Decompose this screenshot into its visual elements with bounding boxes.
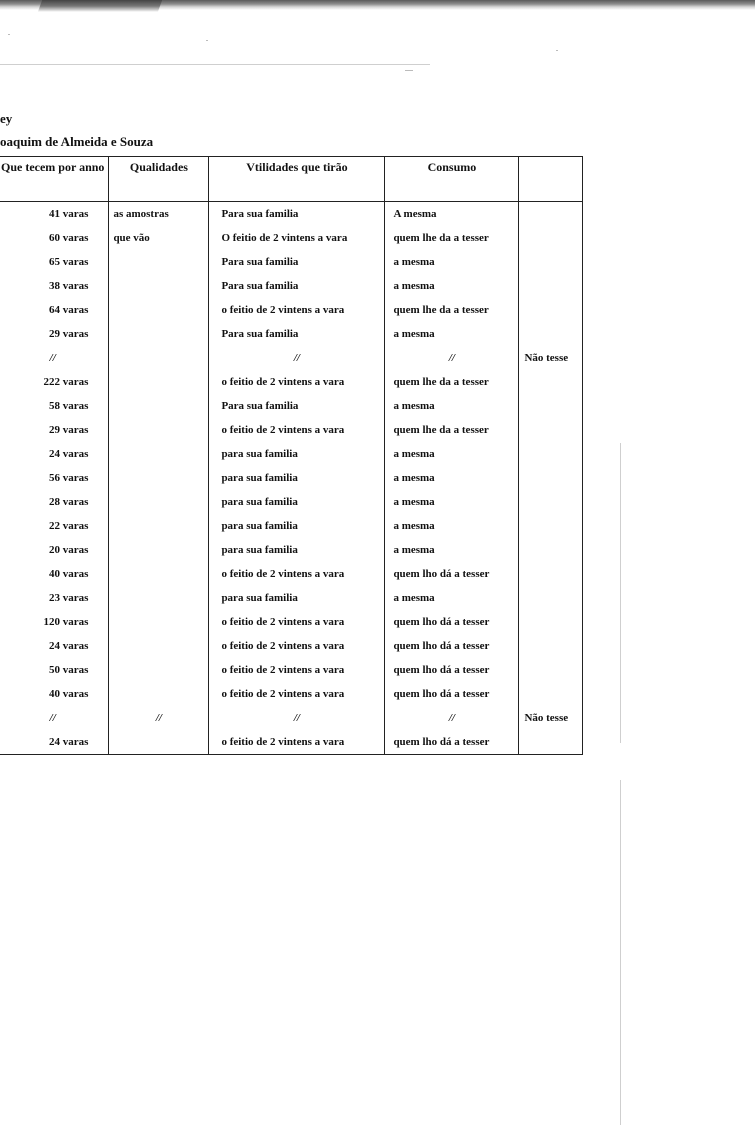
cell-utilities: para sua familia (209, 538, 385, 562)
cell-consumption: quem lho dá a tesser (385, 682, 519, 706)
table-row (0, 538, 583, 562)
cell-quantity: 60 varas (0, 226, 109, 250)
cell-utilities: // (209, 706, 385, 730)
cell-quantity: // (0, 346, 109, 370)
cell-utilities: o feitio de 2 vintens a vara (209, 634, 385, 658)
cell-quantity: 24 varas (0, 730, 109, 755)
cell-consumption: a mesma (385, 322, 519, 346)
cell-qualities (109, 490, 209, 514)
cell-qualities (109, 586, 209, 610)
cell-quantity: 50 varas (0, 658, 109, 682)
cell-notes (519, 514, 583, 538)
table-row (0, 658, 583, 682)
scan-speck (8, 34, 10, 35)
cell-notes (519, 586, 583, 610)
cell-quantity: 222 varas (0, 370, 109, 394)
cell-quantity: 41 varas (0, 202, 109, 227)
cell-notes (519, 418, 583, 442)
cell-qualities (109, 442, 209, 466)
cell-qualities (109, 274, 209, 298)
cell-consumption: quem lhe da a tesser (385, 226, 519, 250)
cell-quantity: 40 varas (0, 562, 109, 586)
cell-quantity: // (0, 706, 109, 730)
cell-utilities: o feitio de 2 vintens a vara (209, 370, 385, 394)
cell-consumption: // (385, 346, 519, 370)
cell-utilities: para sua familia (209, 466, 385, 490)
table-row (0, 466, 583, 490)
cell-qualities (109, 250, 209, 274)
cell-notes (519, 322, 583, 346)
cell-quantity: 24 varas (0, 442, 109, 466)
cell-notes (519, 466, 583, 490)
cell-utilities: o feitio de 2 vintens a vara (209, 418, 385, 442)
cell-consumption: quem lho dá a tesser (385, 610, 519, 634)
scan-speck (405, 70, 413, 71)
cell-consumption: quem lhe da a tesser (385, 370, 519, 394)
cell-qualities (109, 370, 209, 394)
cell-utilities: o feitio de 2 vintens a vara (209, 658, 385, 682)
header-consumption: Consumo (385, 157, 519, 202)
cell-quantity: 64 varas (0, 298, 109, 322)
cell-consumption: // (385, 706, 519, 730)
cell-notes (519, 658, 583, 682)
cell-utilities: Para sua familia (209, 274, 385, 298)
cell-consumption: a mesma (385, 394, 519, 418)
cell-consumption: A mesma (385, 202, 519, 227)
cell-utilities: Para sua familia (209, 322, 385, 346)
header-utilities: Vtilidades que tirão (209, 157, 385, 202)
table-row (0, 274, 583, 298)
table-row (0, 706, 583, 730)
table-row (0, 322, 583, 346)
cell-notes (519, 250, 583, 274)
table-row (0, 562, 583, 586)
table-row (0, 370, 583, 394)
cell-consumption: a mesma (385, 442, 519, 466)
cell-quantity: 20 varas (0, 538, 109, 562)
table-row (0, 202, 583, 227)
cell-utilities: o feitio de 2 vintens a vara (209, 610, 385, 634)
cell-qualities (109, 658, 209, 682)
table-row (0, 682, 583, 706)
table-row (0, 394, 583, 418)
cell-qualities (109, 466, 209, 490)
cell-notes (519, 226, 583, 250)
table-header-row (0, 157, 583, 202)
cell-qualities: que vão (109, 226, 209, 250)
table-row (0, 226, 583, 250)
cell-consumption: quem lho dá a tesser (385, 562, 519, 586)
cell-notes (519, 538, 583, 562)
cell-utilities: Para sua familia (209, 250, 385, 274)
cell-consumption: quem lho dá a tesser (385, 634, 519, 658)
cell-qualities (109, 394, 209, 418)
cell-quantity: 22 varas (0, 514, 109, 538)
table-row (0, 346, 583, 370)
table-row (0, 586, 583, 610)
cell-qualities (109, 418, 209, 442)
cell-quantity: 29 varas (0, 322, 109, 346)
scan-speck (206, 40, 208, 41)
cell-qualities (109, 346, 209, 370)
cell-qualities (109, 730, 209, 755)
cell-qualities (109, 298, 209, 322)
cell-notes (519, 682, 583, 706)
cell-qualities: as amostras (109, 202, 209, 227)
cell-utilities: o feitio de 2 vintens a vara (209, 682, 385, 706)
header-quantity: Que tecem por anno (0, 157, 109, 202)
cell-qualities: // (109, 706, 209, 730)
table-row (0, 490, 583, 514)
cell-utilities: para sua familia (209, 442, 385, 466)
author-line: oaquim de Almeida e Souza (0, 134, 154, 149)
cell-notes: Não tesse (519, 346, 583, 370)
cell-quantity: 120 varas (0, 610, 109, 634)
cell-consumption: quem lho dá a tesser (385, 730, 519, 755)
table-row (0, 610, 583, 634)
cell-consumption: a mesma (385, 466, 519, 490)
cell-consumption: a mesma (385, 514, 519, 538)
table-row (0, 634, 583, 658)
cell-qualities (109, 562, 209, 586)
cell-utilities: // (209, 346, 385, 370)
cell-consumption: quem lho dá a tesser (385, 658, 519, 682)
cell-notes (519, 610, 583, 634)
cell-notes (519, 274, 583, 298)
records-table (0, 156, 583, 755)
header-qualities: Qualidades (109, 157, 209, 202)
table-row (0, 418, 583, 442)
cell-consumption: quem lhe da a tesser (385, 298, 519, 322)
scan-top-streak (38, 0, 162, 12)
cell-utilities: o feitio de 2 vintens a vara (209, 298, 385, 322)
cell-consumption: quem lhe da a tesser (385, 418, 519, 442)
cell-notes (519, 730, 583, 755)
cell-utilities: O feitio de 2 vintens a vara (209, 226, 385, 250)
cell-quantity: 28 varas (0, 490, 109, 514)
cell-consumption: a mesma (385, 586, 519, 610)
cell-utilities: para sua familia (209, 490, 385, 514)
cell-quantity: 29 varas (0, 418, 109, 442)
cell-consumption: a mesma (385, 490, 519, 514)
cell-utilities: para sua familia (209, 586, 385, 610)
cell-qualities (109, 538, 209, 562)
table-row (0, 730, 583, 755)
cell-quantity: 58 varas (0, 394, 109, 418)
cell-notes (519, 634, 583, 658)
cell-utilities: o feitio de 2 vintens a vara (209, 562, 385, 586)
cell-quantity: 38 varas (0, 274, 109, 298)
cell-qualities (109, 322, 209, 346)
cell-qualities (109, 514, 209, 538)
cell-qualities (109, 634, 209, 658)
cell-qualities (109, 682, 209, 706)
table-body (0, 202, 583, 755)
cell-consumption: a mesma (385, 250, 519, 274)
heading-fragment: ey (0, 111, 13, 126)
cell-utilities: Para sua familia (209, 394, 385, 418)
cell-notes (519, 394, 583, 418)
cell-notes: Não tesse (519, 706, 583, 730)
cell-notes (519, 202, 583, 227)
cell-utilities: para sua familia (209, 514, 385, 538)
header-notes (519, 157, 583, 202)
cell-consumption: a mesma (385, 538, 519, 562)
faint-rule-line (0, 64, 430, 65)
faint-margin-line (620, 780, 621, 1125)
cell-quantity: 65 varas (0, 250, 109, 274)
cell-quantity: 40 varas (0, 682, 109, 706)
cell-qualities (109, 610, 209, 634)
cell-notes (519, 562, 583, 586)
cell-consumption: a mesma (385, 274, 519, 298)
cell-notes (519, 298, 583, 322)
scan-speck (556, 50, 558, 51)
cell-notes (519, 490, 583, 514)
cell-notes (519, 442, 583, 466)
table-row (0, 442, 583, 466)
faint-margin-line (620, 443, 621, 743)
cell-quantity: 56 varas (0, 466, 109, 490)
table-row (0, 514, 583, 538)
cell-quantity: 23 varas (0, 586, 109, 610)
table-row (0, 298, 583, 322)
cell-utilities: Para sua familia (209, 202, 385, 227)
cell-notes (519, 370, 583, 394)
table-row (0, 250, 583, 274)
cell-quantity: 24 varas (0, 634, 109, 658)
cell-utilities: o feitio de 2 vintens a vara (209, 730, 385, 755)
